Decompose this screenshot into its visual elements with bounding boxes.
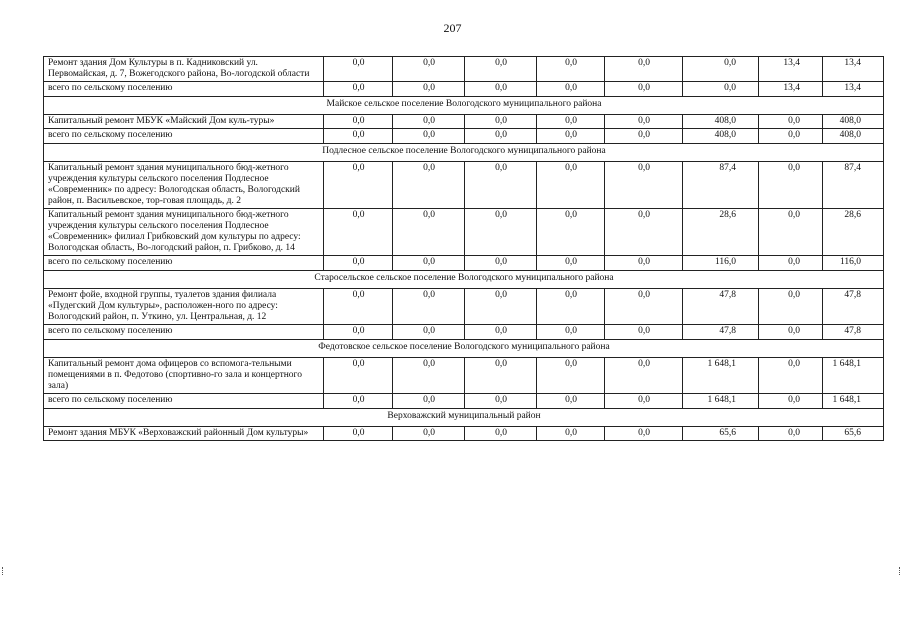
value-cell: 0,0 [324,57,393,82]
project-name-cell: Капитальный ремонт здания муниципального бюд-жетного учреждения культуры сельского поселения Подлесное «Современник» по адресу: Вологодская область, Вологодский район, п. Васильевское, тор-говая площадь, д. 2 [44,162,324,209]
value-cell: 0,0 [465,82,537,97]
value-cell: 0,0 [393,115,465,129]
value-cell: 13,4 [823,57,884,82]
value-cell: 0,0 [605,57,683,82]
value-cell: 0,0 [393,325,465,340]
value-cell: 0,0 [605,162,683,209]
value-cell: 0,0 [537,82,605,97]
value-cell: 0,0 [759,162,823,209]
value-cell: 0,0 [759,209,823,256]
value-cell: 0,0 [537,325,605,340]
value-cell: 0,0 [537,57,605,82]
value-cell: 0,0 [393,256,465,271]
scan-edge-mark [2,567,7,575]
value-cell: 0,0 [759,427,823,441]
value-cell: 0,0 [393,162,465,209]
value-cell: 0,0 [605,209,683,256]
value-cell: 65,6 [683,427,759,441]
value-cell: 28,6 [683,209,759,256]
value-cell: 0,0 [465,256,537,271]
value-cell: 0,0 [465,115,537,129]
table-row [44,57,884,82]
value-cell: 47,8 [683,325,759,340]
value-cell: 0,0 [537,115,605,129]
value-cell: 0,0 [605,394,683,409]
value-cell: 1 648,1 [683,358,759,394]
value-cell: 0,0 [605,82,683,97]
value-cell: 408,0 [683,115,759,129]
value-cell: 0,0 [465,162,537,209]
value-cell: 0,0 [324,289,393,325]
subtotal-label: всего по сельскому поселению [44,129,324,144]
value-cell: 0,0 [537,162,605,209]
value-cell: 116,0 [823,256,884,271]
budget-table [43,56,884,441]
page-number: 207 [443,21,462,35]
value-cell: 0,0 [537,358,605,394]
value-cell: 0,0 [683,82,759,97]
value-cell: 87,4 [823,162,884,209]
subtotal-row [44,256,884,271]
section-header-row [44,97,884,115]
value-cell: 47,8 [823,325,884,340]
value-cell: 0,0 [393,209,465,256]
project-name-cell: Ремонт здания МБУК «Верховажский районный Дом культуры» [44,427,324,441]
value-cell: 0,0 [605,289,683,325]
value-cell: 65,6 [823,427,884,441]
value-cell: 0,0 [324,129,393,144]
value-cell: 0,0 [324,82,393,97]
value-cell: 13,4 [823,82,884,97]
subtotal-row [44,325,884,340]
value-cell: 47,8 [823,289,884,325]
scan-edge-mark [899,567,904,575]
value-cell: 0,0 [605,256,683,271]
value-cell: 0,0 [393,358,465,394]
table-row [44,289,884,325]
value-cell: 0,0 [324,209,393,256]
value-cell: 1 648,1 [823,394,884,409]
value-cell: 0,0 [537,289,605,325]
value-cell: 13,4 [759,57,823,82]
section-header-row [44,271,884,289]
value-cell: 0,0 [324,256,393,271]
value-cell: 87,4 [683,162,759,209]
value-cell: 408,0 [823,115,884,129]
value-cell: 0,0 [324,115,393,129]
value-cell: 0,0 [605,358,683,394]
subtotal-label: всего по сельскому поселению [44,394,324,409]
value-cell: 408,0 [823,129,884,144]
table-row [44,115,884,129]
value-cell: 0,0 [393,82,465,97]
value-cell: 0,0 [465,427,537,441]
value-cell: 0,0 [759,358,823,394]
section-title: Старосельское сельское поселение Вологодского муниципального района [44,271,884,289]
value-cell: 0,0 [537,394,605,409]
subtotal-label: всего по сельскому поселению [44,256,324,271]
value-cell: 1 648,1 [683,394,759,409]
value-cell: 0,0 [324,358,393,394]
value-cell: 0,0 [324,394,393,409]
subtotal-row [44,394,884,409]
value-cell: 0,0 [605,325,683,340]
value-cell: 0,0 [324,162,393,209]
value-cell: 0,0 [537,129,605,144]
value-cell: 0,0 [759,115,823,129]
value-cell: 13,4 [759,82,823,97]
project-name-cell: Ремонт здания Дом Культуры в п. Кадниковский ул. Первомайская, д. 7, Вожегодского района, Во-логодской области [44,57,324,82]
value-cell: 0,0 [605,129,683,144]
value-cell: 0,0 [393,394,465,409]
value-cell: 0,0 [759,394,823,409]
value-cell: 0,0 [465,57,537,82]
value-cell: 0,0 [465,358,537,394]
value-cell: 0,0 [393,289,465,325]
value-cell: 0,0 [537,209,605,256]
section-title: Федотовское сельское поселение Вологодского муниципального района [44,340,884,358]
value-cell: 0,0 [683,57,759,82]
value-cell: 0,0 [465,325,537,340]
value-cell: 47,8 [683,289,759,325]
value-cell: 0,0 [759,289,823,325]
value-cell: 0,0 [393,129,465,144]
subtotal-label: всего по сельскому поселению [44,82,324,97]
project-name-cell: Ремонт фойе, входной группы, туалетов здания филиала «Пудегский Дом культуры», расположен-ного по адресу: Вологодский район, п. Уткино, ул. Центральная, д. 12 [44,289,324,325]
value-cell: 0,0 [759,325,823,340]
value-cell: 28,6 [823,209,884,256]
section-header-row [44,340,884,358]
value-cell: 0,0 [465,394,537,409]
value-cell: 0,0 [324,325,393,340]
value-cell: 0,0 [759,129,823,144]
subtotal-row [44,82,884,97]
table-row [44,209,884,256]
table-row [44,358,884,394]
value-cell: 0,0 [465,289,537,325]
value-cell: 0,0 [465,209,537,256]
value-cell: 0,0 [465,129,537,144]
section-header-row [44,409,884,427]
project-name-cell: Капитальный ремонт МБУК «Майский Дом куль-туры» [44,115,324,129]
subtotal-label: всего по сельскому поселению [44,325,324,340]
project-name-cell: Капитальный ремонт здания муниципального бюд-жетного учреждения культуры сельского поселения Подлесное «Современник» филиал Грибковский дом культуры по адресу: Вологодская область, Во-логодский район, п. Грибково, д. 14 [44,209,324,256]
table-row [44,427,884,441]
section-title: Майское сельское поселение Вологодского муниципального района [44,97,884,115]
section-header-row [44,144,884,162]
value-cell: 0,0 [537,256,605,271]
value-cell: 0,0 [759,256,823,271]
value-cell: 116,0 [683,256,759,271]
value-cell: 0,0 [537,427,605,441]
table-row [44,162,884,209]
value-cell: 0,0 [324,427,393,441]
section-title: Подлесное сельское поселение Вологодского муниципального района [44,144,884,162]
value-cell: 0,0 [393,57,465,82]
value-cell: 1 648,1 [823,358,884,394]
section-title: Верховажский муниципальный район [44,409,884,427]
subtotal-row [44,129,884,144]
value-cell: 0,0 [393,427,465,441]
value-cell: 408,0 [683,129,759,144]
project-name-cell: Капитальный ремонт дома офицеров со вспомога-тельными помещениями в п. Федотово (спортивно-го зала и концертного зала) [44,358,324,394]
value-cell: 0,0 [605,427,683,441]
value-cell: 0,0 [605,115,683,129]
